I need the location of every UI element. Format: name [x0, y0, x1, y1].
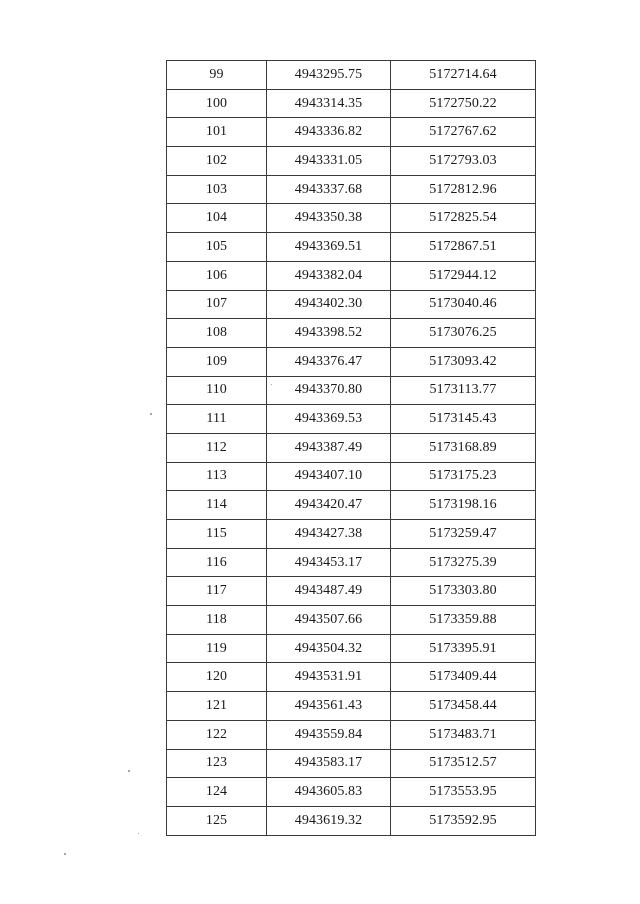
point-number-cell: 114	[167, 491, 267, 520]
y-coordinate-cell: 5172867.51	[391, 233, 536, 262]
y-coordinate-cell: 5172825.54	[391, 204, 536, 233]
point-number-cell: 119	[167, 634, 267, 663]
table-row	[167, 606, 536, 635]
y-coordinate-cell: 5172750.22	[391, 89, 536, 118]
point-number-cell: 113	[167, 462, 267, 491]
table-row	[167, 89, 536, 118]
table-row	[167, 634, 536, 663]
x-coordinate-cell: 4943605.83	[267, 778, 391, 807]
y-coordinate-cell: 5173275.39	[391, 548, 536, 577]
y-coordinate-cell: 5172944.12	[391, 261, 536, 290]
point-number-cell: 124	[167, 778, 267, 807]
table-row	[167, 720, 536, 749]
point-number-cell: 111	[167, 405, 267, 434]
x-coordinate-cell: 4943336.82	[267, 118, 391, 147]
table-row	[167, 147, 536, 176]
table-row	[167, 204, 536, 233]
y-coordinate-cell: 5173512.57	[391, 749, 536, 778]
point-number-cell: 122	[167, 720, 267, 749]
x-coordinate-cell: 4943504.32	[267, 634, 391, 663]
scan-speck	[138, 833, 139, 834]
y-coordinate-cell: 5172767.62	[391, 118, 536, 147]
table-row	[167, 548, 536, 577]
x-coordinate-cell: 4943314.35	[267, 89, 391, 118]
scan-speck	[128, 770, 130, 772]
y-coordinate-cell: 5173458.44	[391, 692, 536, 721]
point-number-cell: 106	[167, 261, 267, 290]
point-number-cell: 110	[167, 376, 267, 405]
x-coordinate-cell: 4943561.43	[267, 692, 391, 721]
y-coordinate-cell: 5173592.95	[391, 806, 536, 835]
point-number-cell: 105	[167, 233, 267, 262]
point-number-cell: 125	[167, 806, 267, 835]
x-coordinate-cell: 4943453.17	[267, 548, 391, 577]
y-coordinate-cell: 5173113.77	[391, 376, 536, 405]
table-row	[167, 376, 536, 405]
table-row	[167, 319, 536, 348]
table-row	[167, 462, 536, 491]
point-number-cell: 117	[167, 577, 267, 606]
point-number-cell: 104	[167, 204, 267, 233]
table-row	[167, 663, 536, 692]
x-coordinate-cell: 4943337.68	[267, 175, 391, 204]
table-row	[167, 749, 536, 778]
x-coordinate-cell: 4943376.47	[267, 347, 391, 376]
x-coordinate-cell: 4943407.10	[267, 462, 391, 491]
x-coordinate-cell: 4943427.38	[267, 520, 391, 549]
point-number-cell: 112	[167, 433, 267, 462]
x-coordinate-cell: 4943369.51	[267, 233, 391, 262]
point-number-cell: 115	[167, 520, 267, 549]
x-coordinate-cell: 4943369.53	[267, 405, 391, 434]
y-coordinate-cell: 5173198.16	[391, 491, 536, 520]
y-coordinate-cell: 5173145.43	[391, 405, 536, 434]
point-number-cell: 100	[167, 89, 267, 118]
point-number-cell: 103	[167, 175, 267, 204]
point-number-cell: 120	[167, 663, 267, 692]
coordinate-table	[166, 60, 536, 836]
table-row	[167, 433, 536, 462]
x-coordinate-cell: 4943370.80	[267, 376, 391, 405]
table-row	[167, 347, 536, 376]
x-coordinate-cell: 4943350.38	[267, 204, 391, 233]
x-coordinate-cell: 4943402.30	[267, 290, 391, 319]
x-coordinate-cell: 4943398.52	[267, 319, 391, 348]
scan-speck	[150, 413, 152, 415]
table-row	[167, 61, 536, 90]
x-coordinate-cell: 4943295.75	[267, 61, 391, 90]
x-coordinate-cell: 4943583.17	[267, 749, 391, 778]
point-number-cell: 121	[167, 692, 267, 721]
table-row	[167, 233, 536, 262]
y-coordinate-cell: 5173040.46	[391, 290, 536, 319]
scan-speck	[64, 853, 66, 855]
table-row	[167, 491, 536, 520]
y-coordinate-cell: 5173093.42	[391, 347, 536, 376]
x-coordinate-cell: 4943619.32	[267, 806, 391, 835]
x-coordinate-cell: 4943420.47	[267, 491, 391, 520]
table-row	[167, 577, 536, 606]
coordinate-table-body	[167, 61, 536, 836]
x-coordinate-cell: 4943559.84	[267, 720, 391, 749]
table-row	[167, 778, 536, 807]
table-row	[167, 261, 536, 290]
x-coordinate-cell: 4943531.91	[267, 663, 391, 692]
point-number-cell: 109	[167, 347, 267, 376]
scan-speck	[271, 384, 272, 385]
point-number-cell: 107	[167, 290, 267, 319]
table-row	[167, 118, 536, 147]
y-coordinate-cell: 5173076.25	[391, 319, 536, 348]
y-coordinate-cell: 5173395.91	[391, 634, 536, 663]
x-coordinate-cell: 4943382.04	[267, 261, 391, 290]
x-coordinate-cell: 4943331.05	[267, 147, 391, 176]
point-number-cell: 118	[167, 606, 267, 635]
point-number-cell: 116	[167, 548, 267, 577]
y-coordinate-cell: 5173483.71	[391, 720, 536, 749]
table-row	[167, 806, 536, 835]
y-coordinate-cell: 5173359.88	[391, 606, 536, 635]
y-coordinate-cell: 5173168.89	[391, 433, 536, 462]
y-coordinate-cell: 5172812.96	[391, 175, 536, 204]
y-coordinate-cell: 5173303.80	[391, 577, 536, 606]
point-number-cell: 101	[167, 118, 267, 147]
x-coordinate-cell: 4943487.49	[267, 577, 391, 606]
x-coordinate-cell: 4943507.66	[267, 606, 391, 635]
point-number-cell: 123	[167, 749, 267, 778]
y-coordinate-cell: 5173553.95	[391, 778, 536, 807]
table-row	[167, 175, 536, 204]
point-number-cell: 102	[167, 147, 267, 176]
y-coordinate-cell: 5173175.23	[391, 462, 536, 491]
point-number-cell: 99	[167, 61, 267, 90]
table-row	[167, 405, 536, 434]
x-coordinate-cell: 4943387.49	[267, 433, 391, 462]
y-coordinate-cell: 5172793.03	[391, 147, 536, 176]
y-coordinate-cell: 5173409.44	[391, 663, 536, 692]
table-row	[167, 290, 536, 319]
point-number-cell: 108	[167, 319, 267, 348]
table-row	[167, 520, 536, 549]
table-row	[167, 692, 536, 721]
y-coordinate-cell: 5173259.47	[391, 520, 536, 549]
y-coordinate-cell: 5172714.64	[391, 61, 536, 90]
